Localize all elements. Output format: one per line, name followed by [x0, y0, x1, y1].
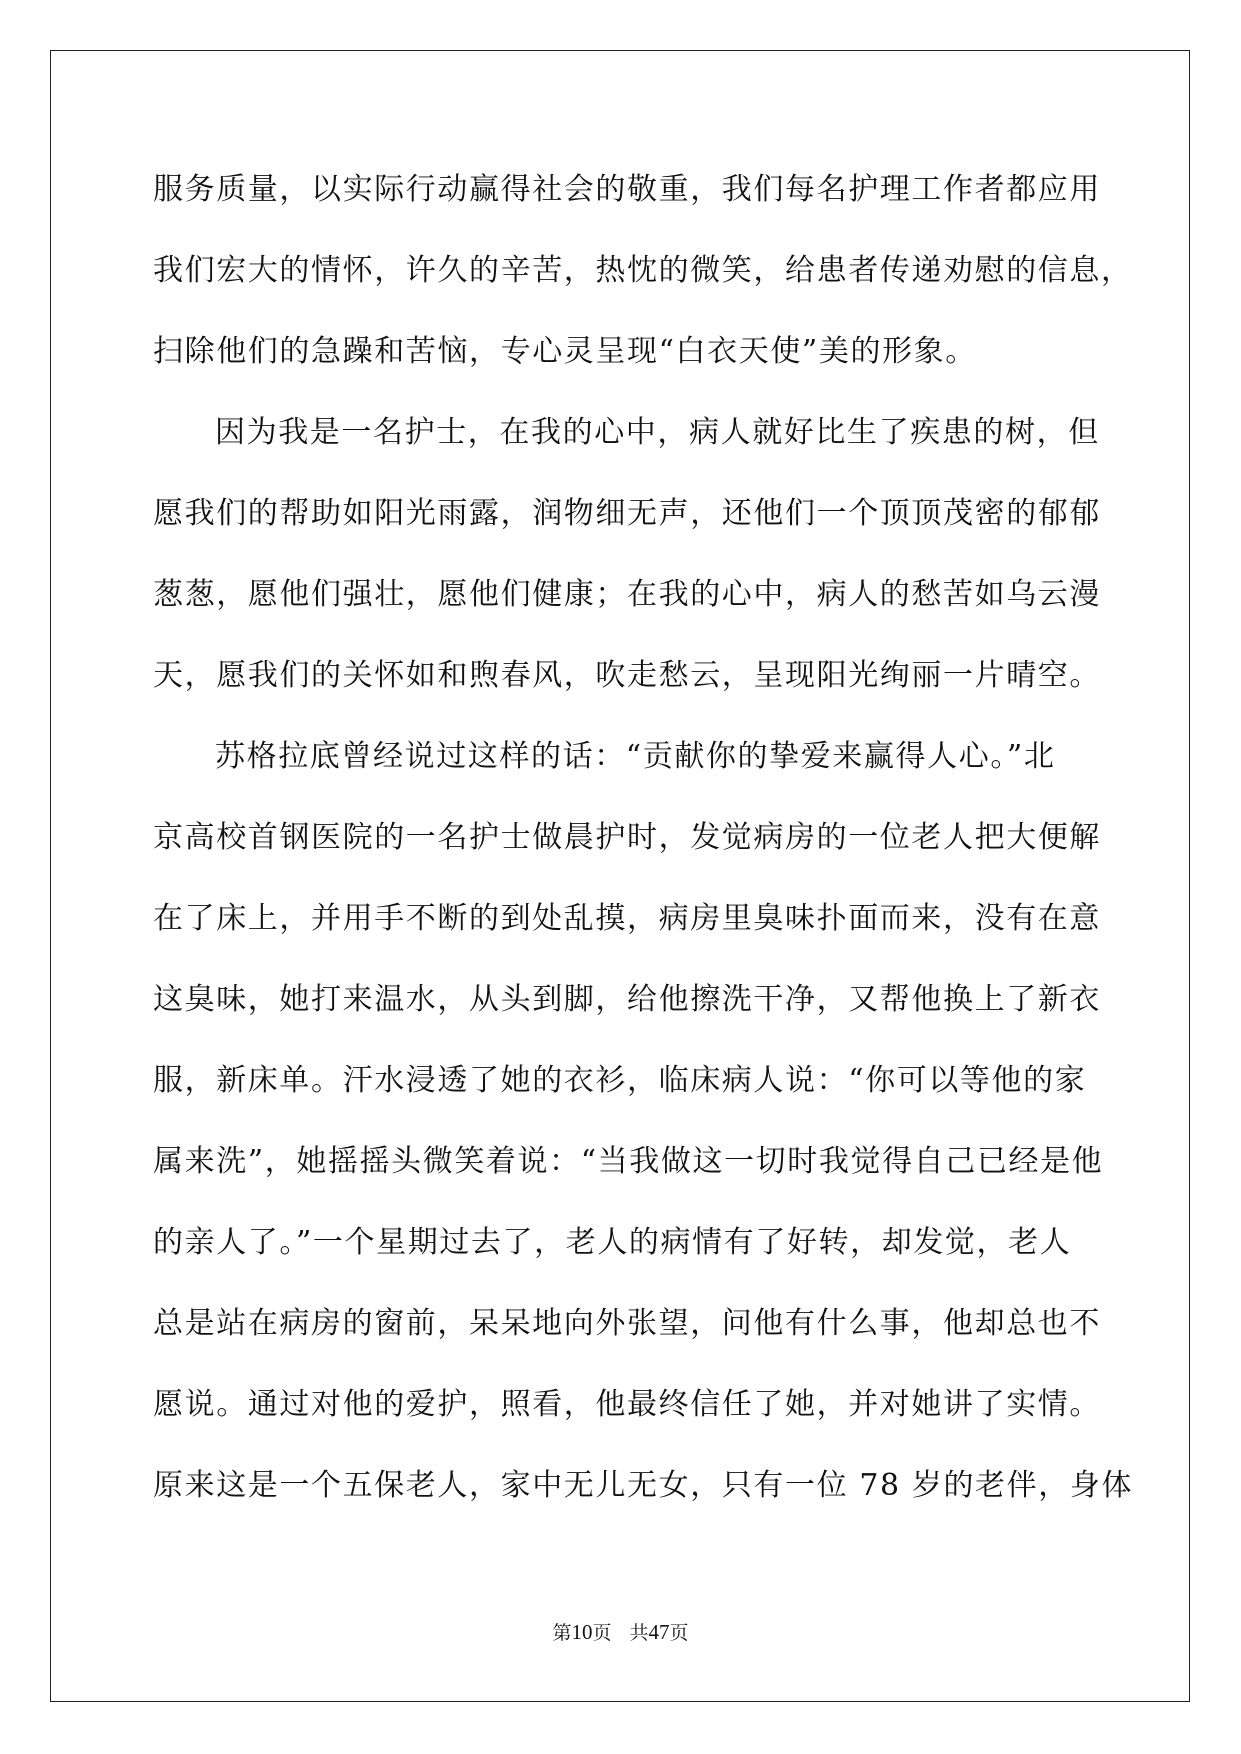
text-line: 苏格拉底曾经说过这样的话：“贡献你的挚爱来赢得人心。”北: [215, 739, 1056, 774]
total-pages: 47: [648, 1620, 670, 1644]
page-prefix: 第: [552, 1622, 572, 1644]
total-suffix: 页: [669, 1622, 689, 1644]
text-line: 愿说。通过对他的爱护，照看，他最终信任了她，并对她讲了实情。: [153, 1387, 1101, 1422]
page-footer: [0, 1620, 1241, 1645]
text-line: 这臭味，她打来温水，从头到脚，给他擦洗干净，又帮他换上了新衣: [153, 982, 1101, 1017]
page-number: 10: [571, 1620, 593, 1644]
page-suffix: 页: [592, 1622, 612, 1644]
body-text: [153, 160, 1134, 1537]
text-line: 扫除他们的急躁和苦恼，专心灵呈现“白衣天使”美的形象。: [153, 334, 977, 369]
text-line: 因为我是一名护士，在我的心中，病人就好比生了疾患的树，但: [215, 415, 1100, 450]
text-line: 总是站在病房的窗前，呆呆地向外张望，问他有什么事，他却总也不: [153, 1306, 1101, 1341]
text-line: 葱葱，愿他们强壮，愿他们健康；在我的心中，病人的愁苦如乌云漫: [153, 577, 1101, 612]
text-line: 愿我们的帮助如阳光雨露，润物细无声，还他们一个顶顶茂密的郁郁: [153, 496, 1101, 531]
text-line: 服务质量，以实际行动赢得社会的敬重，我们每名护理工作者都应用: [153, 172, 1101, 207]
text-line: 我们宏大的情怀，许久的辛苦，热忱的微笑，给患者传递劝慰的信息，: [153, 253, 1133, 288]
text-line: 在了床上，并用手不断的到处乱摸，病房里臭味扑面而来，没有在意: [153, 901, 1101, 936]
text-line: 的亲人了。”一个星期过去了，老人的病情有了好转，却发觉，老人: [153, 1225, 1072, 1260]
total-prefix: 共: [629, 1622, 649, 1644]
text-line: 京高校首钢医院的一名护士做晨护时，发觉病房的一位老人把大便解: [153, 820, 1101, 855]
text-line: 原来这是一个五保老人，家中无儿无女，只有一位 78 岁的老伴，身体: [153, 1468, 1134, 1503]
text-line: 服，新床单。汗水浸透了她的衣衫，临床病人说：“你可以等他的家: [153, 1063, 1087, 1098]
text-line: 属来洗”，她摇摇头微笑着说：“当我做这一切时我觉得自己已经是他: [153, 1144, 1104, 1179]
text-line: 天，愿我们的关怀如和煦春风，吹走愁云，呈现阳光绚丽一片晴空。: [153, 658, 1101, 693]
